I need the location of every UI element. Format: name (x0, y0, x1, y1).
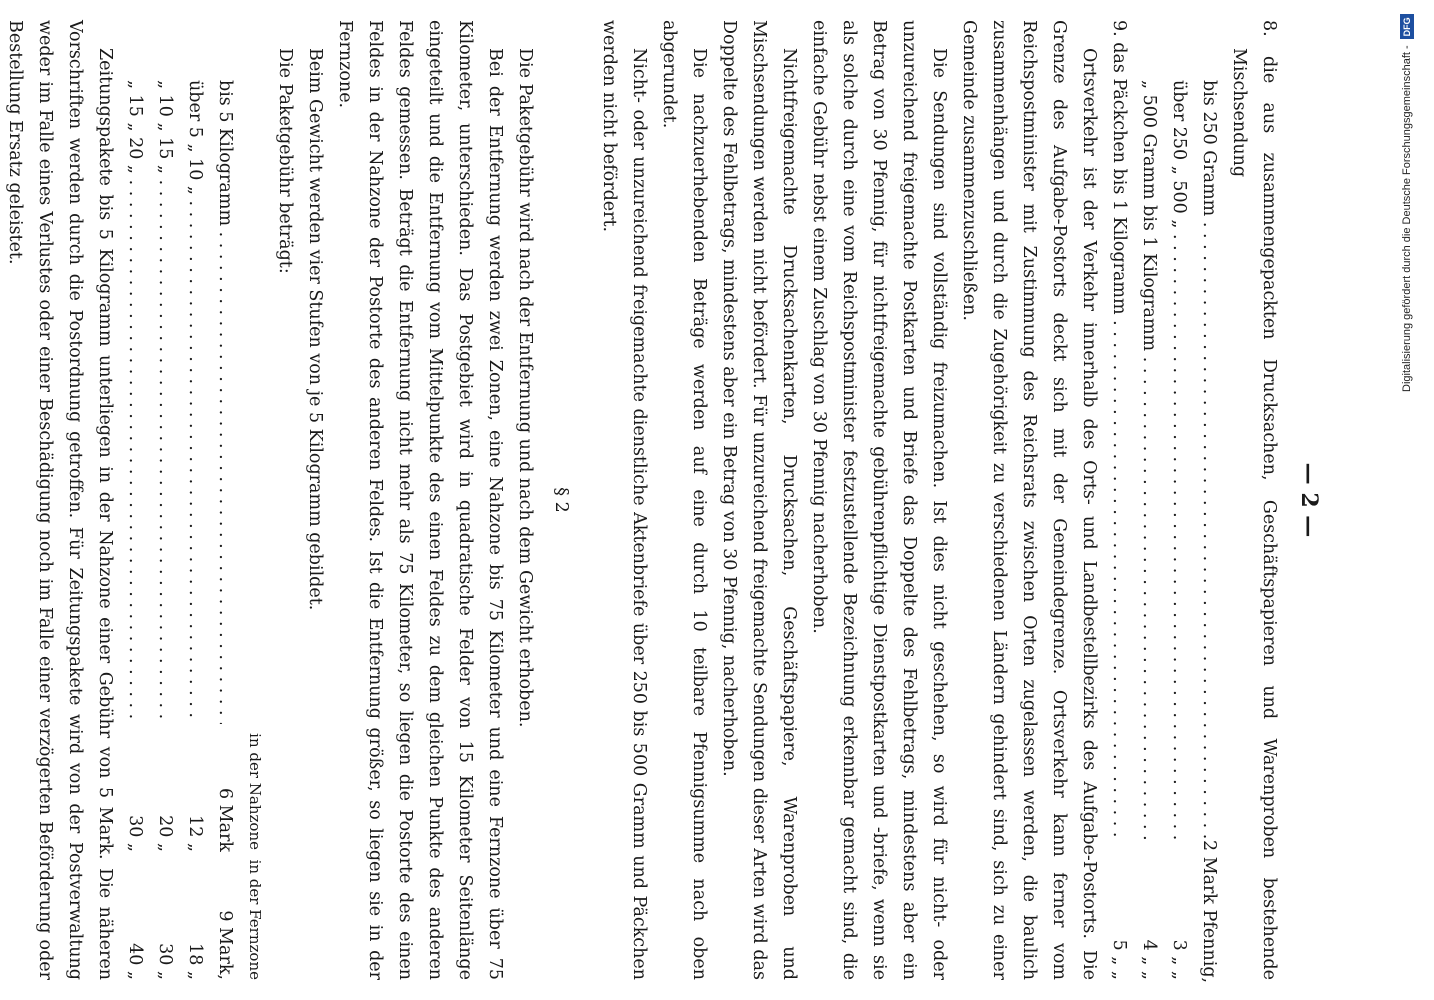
item-8-row: „ 500 Gramm bis 1 Kilogramm . . . 4 „ „ (1134, 80, 1164, 980)
rotated-text-block (5, 20, 1330, 984)
rate-row: über 5 „ 10 „ . . . 12 „ 18 „ (180, 80, 210, 980)
funding-text: Digitalisierung gefördert durch die Deutsche Forschungsgemeinschaft - (1401, 45, 1413, 392)
paragraph-nachzuerhebend: Die nachzuerhebenden Beträge werden auf eine durch 10 teilbare Pfennigsumme nach oben abgerundet. (659, 20, 709, 980)
paragraph-zeitungspakete: Zeitungspakete bis 5 Kilogramm unterliegen in der Nahzone einer Gebühr von 5 Mark. Die näheren Vorschriften werden durch die Postordnung getroffen. Für Zeitungspakete wird von der Postverwaltung weder im Falle eines Verlustes oder einer Beschädigung noch im Falle einer verzögerten Beförderung oder Bestellung Ersatz geleistet. (5, 20, 115, 980)
rate-table-header (240, 80, 270, 980)
section-heading-2: § 2 (551, 487, 571, 513)
paragraph-freimachen: Die Sendungen sind vollständig freizumachen. Ist dies nicht geschehen, so wird für nicht- oder unzureichend freigemachte Postkarten und Briefe das Doppelte des Fehlbetrags, mindestens aber ein Betrag von 30 Pfennig, für nichtfreigemachte gebührenpflichtige Dienstpostkarten und -briefe, wenn sie als solche durch eine vom Reichspostminister festzustellende Bezeichnung erkennbar gemacht sind, die einfache Gebühr nebst einem Zuschlag von 30 Pfennig nacherhoben. (809, 20, 949, 980)
parcel-rate-table (120, 80, 270, 980)
paragraph-ortsverkehr: Ortsverkehr ist der Verkehr innerhalb des Orts- und Landbestellbezirks des Aufgabe-Postorts. Die Grenze des Aufgabe-Postorts deckt sich mit der Gemeindegrenze. Ortsverkehr kann ferner vom Reichspostminister mit Zustimmung des Reichsrats zwischen Orten zugelassen werden, die baulich zusammenhängen und durch die Zugehörigkeit zu verschiedenen Ländern gehindert sind, sich zu einer Gemeinde zusammenzuschließen. (959, 20, 1099, 980)
paragraph-aktenbriefe: Nicht- oder unzureichend freigemachte dienstliche Aktenbriefe über 250 bis 500 Gramm und Päckchen werden nicht befördert. (599, 20, 649, 980)
rate-row: bis 5 Kilogramm . . . 6 Mark 9 Mark, (210, 80, 240, 980)
item-9-row: 9. das Päckchen bis 1 Kilogramm . . . 5 „ „ (1104, 20, 1134, 980)
paragraph-gewicht: Beim Gewicht werden vier Stufen von je 5 Kilogramm gebildet. (305, 48, 325, 611)
header-fernzone: in der Fernzone (246, 859, 264, 980)
item-8-lead: 8. die aus zusammengepackten Drucksachen, Geschäftspapieren und Warenproben bestehende Mischsendung (1229, 20, 1279, 980)
paragraph-paketgebuehr: Die Paketgebühr wird nach der Entfernung und nach dem Gewicht erhoben. (515, 48, 535, 728)
item-8-rates (1134, 80, 1224, 984)
item-8-row: über 250 „ 500 „ . . . 3 „ „ (1164, 80, 1194, 980)
dfg-logo: DFG (1400, 14, 1414, 39)
header-nahzone: in der Nahzone (246, 733, 264, 850)
item-8-row: bis 250 Gramm . . . 2 Mark Pfennig, (1194, 80, 1224, 980)
rate-row: „ 15 „ 20 „ . . . 30 „ 40 „ (120, 80, 150, 980)
paragraph-entfernung: Bei der Entfernung werden zwei Zonen, eine Nahzone bis 75 Kilometer und eine Fernzone über 75 Kilometer, unterschieden. Das Postgebiet wird in quadratische Felder von 15 Kilometer Seitenlänge eingeteilt und die Entfernung vom Mittelpunkte des einen Feldes zu dem gleichen Punkte des anderen Feldes gemessen. Beträgt die Entfernung nicht mehr als 75 Kilometer, so liegen die Postorte des einen Feldes in der Nahzone der Postorte des anderen Feldes. Ist die Entfernung größer, so liegen sie in der Fernzone. (335, 20, 505, 980)
rate-row: „ 10 „ 15 „ . . . 20 „ 30 „ (150, 80, 180, 980)
funding-note (1392, 12, 1422, 392)
paragraph-nichtfreigemacht: Nichtfreigemachte Drucksachenkarten, Drucksachen, Geschäftspapiere, Warenproben und Mischsendungen werden nicht befördert. Für unzureichend freigemachte Sendungen dieser Arten wird das Doppelte des Fehlbetrags, mindestens aber ein Betrag von 30 Pfennig, nacherhoben. (719, 20, 799, 980)
paragraph-betraegt: Die Paketgebühr beträgt: (275, 48, 295, 274)
page-number: — 2 — (1296, 462, 1322, 538)
